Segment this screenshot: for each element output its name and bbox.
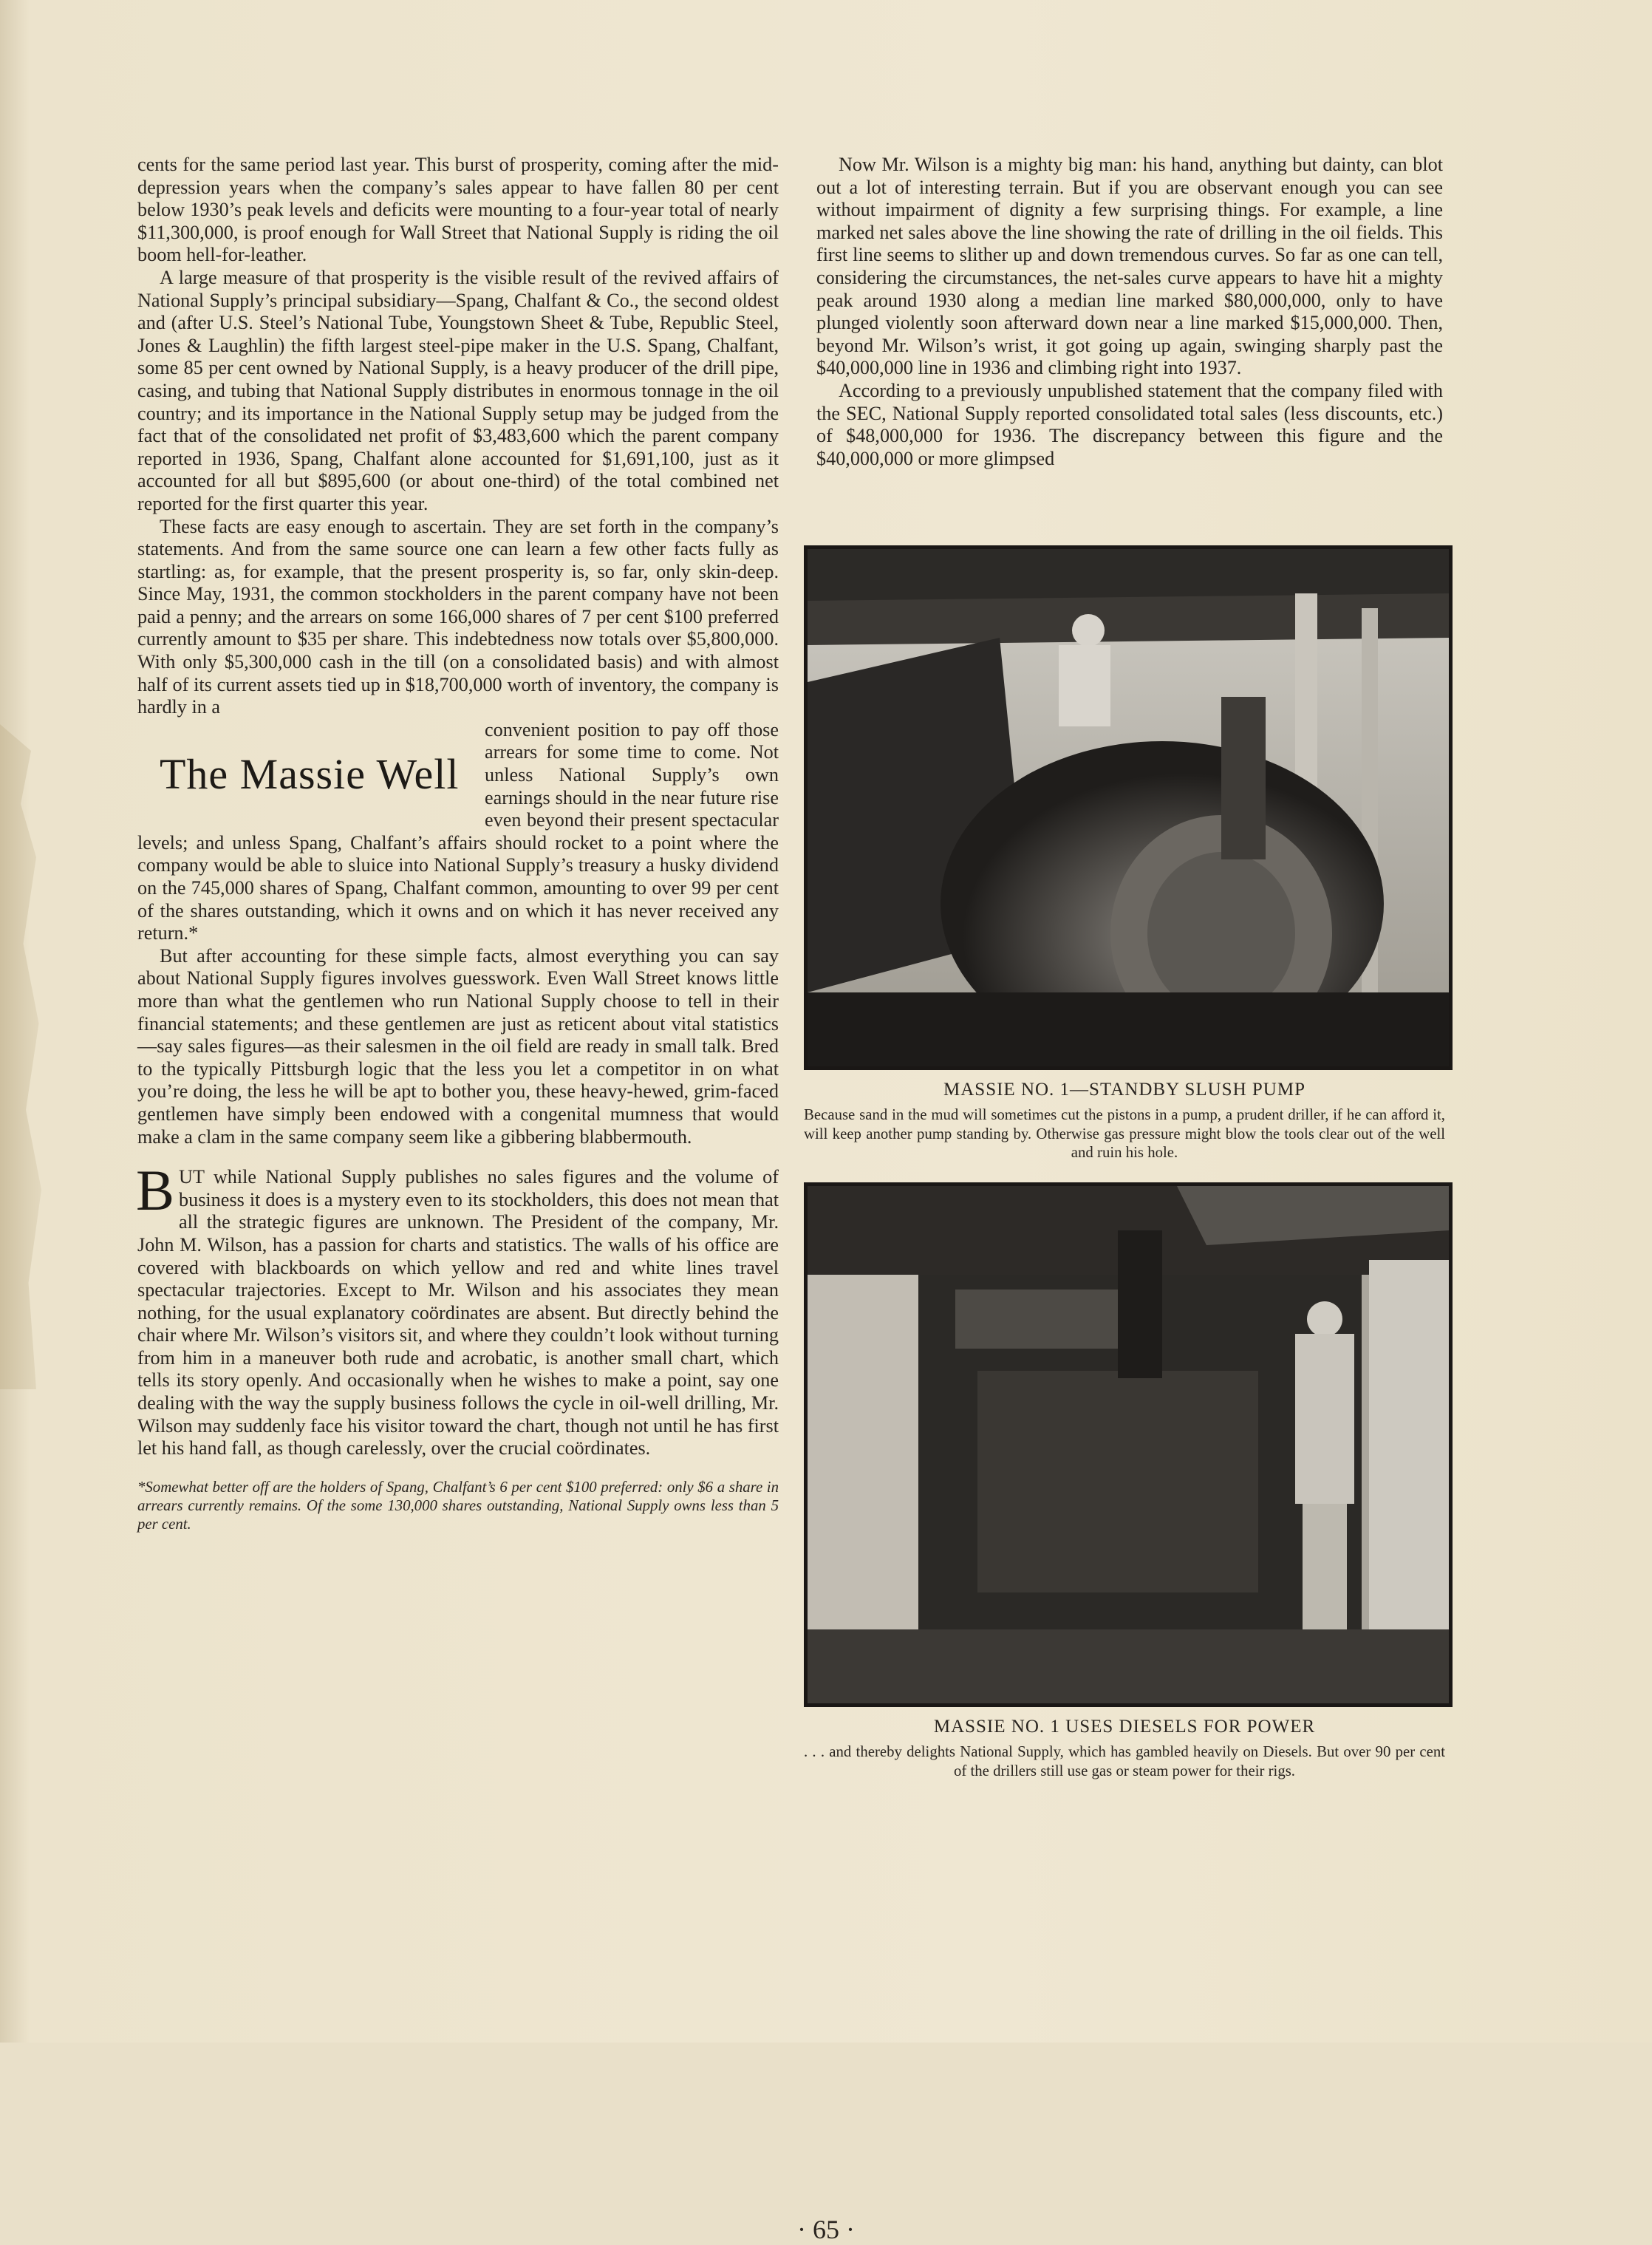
paragraph: cents for the same period last year. This burst of prosperity, coming after the mid-depression years when the company’s sales appear to have fallen 80 per cent below 1930’s peak levels and deficits were mounting to a four-year total of nearly $11,300,000, is proof enough for Wall Street that National Supply is riding the oil boom hell-for-leather. [137, 154, 779, 266]
pump-photo-illustration [808, 549, 1449, 1066]
left-column [137, 154, 779, 1533]
paragraph: But after accounting for these simple facts, almost everything you can say about National Supply figures involves guesswork. Even Wall Street knows little more than what the gentlemen who run National Supply choose to tell in their financial statements; and these gentlemen are just as reticent about vital statistics—say sales figures—as their salesmen in the oil field are ready in small talk. Bred to the typically Pittsburgh logic that the less you let a competitor in on what you’re doing, the less he will be apt to bother you, these heavy-hewed, grim-faced gentlemen have simply been endowed with a congenital mumness that would make a clam in the same company seem like a gibbering blabbermouth. [137, 944, 779, 1148]
paragraph: A large measure of that prosperity is the visible result of the revived affairs of National Supply’s principal subsidiary—Spang, Chalfant & Co., the second oldest and (after U.S. Steel’s National Tube, Youngstown Sheet & Tube, Republic Steel, Jones & Laughlin) the fifth largest steel-pipe maker in the U.S. Spang, Chalfant, some 85 per cent owned by National Supply, is a heavy producer of the drill pipe, casing, and tubing that National Supply distributes in enormous tonnage in the oil country; and its importance in the National Supply setup may be judged from the fact that of the consolidated net profit of $3,483,600 which the parent company reported in 1936, Spang, Chalfant alone accounted for $1,691,100, just as it accounted for all but $895,600 (or about one-third) of the total combined net reported for the first quarter this year. [137, 266, 779, 514]
paragraph-with-heading [137, 516, 779, 945]
photo-diesel-engines [804, 1182, 1453, 1707]
section-gap [137, 1148, 779, 1166]
caption-1 [804, 1079, 1445, 1162]
paragraph [137, 516, 779, 945]
torn-page-edge [0, 724, 52, 1389]
photo-standby-slush-pump [804, 545, 1453, 1070]
paragraph: Now Mr. Wilson is a mighty big man: his hand, anything but dainty, can blot out a lot of interesting terrain. But if you are observant enough you can see without impairment of dignity a few surprising things. For example, a line marked net sales above the line showing the rate of drilling in the oil fields. This first line seems to slither up and down tremendous curves. So far as one can tell, considering the circumstances, the net-sales curve appears to have hit a mighty peak around 1930 along a median line marked $80,000,000, only to have plunged violently soon afterward down near a line marked $15,000,000. Then, beyond Mr. Wilson’s wrist, it got going up again, swinging sharply past the $40,000,000 line in 1936 and climbing right into 1937. [816, 154, 1443, 379]
footnote: *Somewhat better off are the holders of Spang, Chalfant’s 6 per cent $100 preferred: only $6 a share in arrears currently remains. Of the some 130,000 shares outstanding, National Supply owns less than 5 per cent. [137, 1478, 779, 1533]
caption-text: Because sand in the mud will sometimes cut the pistons in a pump, a prudent driller, if he can afford it, will keep another pump standing by. Otherwise gas pressure might blow the tools clear out of the well and ruin his hole. [804, 1106, 1445, 1161]
right-column [816, 154, 1443, 470]
page-number: · 65 · [797, 2215, 855, 2244]
caption-2 [804, 1716, 1445, 1780]
section-heading: The Massie Well [160, 749, 460, 798]
paragraph-dropcap [136, 1158, 779, 1460]
caption-title: MASSIE NO. 1—STANDBY SLUSH PUMP [943, 1080, 1305, 1100]
paragraph-text: convenient position to pay off those arrears for some time to come. Not unless National Supply’s own earnings should in the near future rise even beyond their present spectacular levels; and unless Spang, Chalfant’s affairs should rocket to a point where the company would be able to sluice into National Supply’s treasury a husky dividend on the 745,000 shares of Spang, Chalfant common, amounting to over 99 per cent of the shares outstanding, which it owns and on which it has never received any return.* [137, 718, 779, 944]
paragraph: According to a previously unpublished statement that the company filed with the SEC, National Supply reported consolidated total sales (less discounts, etc.) of $48,000,000 for 1936. The discrepancy between this figure and the $40,000,000 or more glimpsed [816, 379, 1443, 469]
caption-title: MASSIE NO. 1 USES DIESELS FOR POWER [933, 1717, 1316, 1737]
dropcap-letter: B [136, 1158, 175, 1223]
paragraph-text: These facts are easy enough to ascertain. They are set forth in the company’s statements. And from the same source one can learn a few other facts fully as startling: as, for example, that the present prosperity is, so far, only skin-deep. Since May, 1931, the common stockholders in the parent company have not been paid a penny; and the arrears on some 166,000 shares of 7 per cent $100 preferred currently amount to $35 per share. This indebtedness now totals over $5,800,000. With only $5,300,000 cash in the till (on a consolidated basis) and with almost half of its current assets tied up in $18,700,000 worth of inventory, the company is hardly in a [137, 515, 779, 718]
diesel-photo-illustration [808, 1186, 1449, 1703]
caption-text: . . . and thereby delights National Supply, which has gambled heavily on Diesels. But over 90 per cent of the drillers still use gas or steam power for their rigs. [804, 1743, 1445, 1779]
paragraph-text: UT while National Supply publishes no sales figures and the volume of business it does is a mystery even to its stockholders, this does not mean that all the strategic figures are unknown. The President of the company, Mr. John M. Wilson, has a passion for charts and statistics. The walls of his office are covered with blackboards on which yellow and red and white lines travel spectacular trajectories. Except to Mr. Wilson and his associates they mean nothing, for the usual explanatory coördinates are absent. But directly behind the chair where Mr. Wilson’s visitors sit, and where they couldn’t look without turning from him in a maneuver both rude and acrobatic, is another small chart, which tells its story openly. And occasionally when he wishes to make a point, say one dealing with the way the supply business follows the cycle in oil-well drilling, Mr. Wilson may suddenly face his visitor toward the chart, though not until he has first let his hand fall, as though carelessly, over the crucial coördinates. [137, 1166, 779, 1459]
